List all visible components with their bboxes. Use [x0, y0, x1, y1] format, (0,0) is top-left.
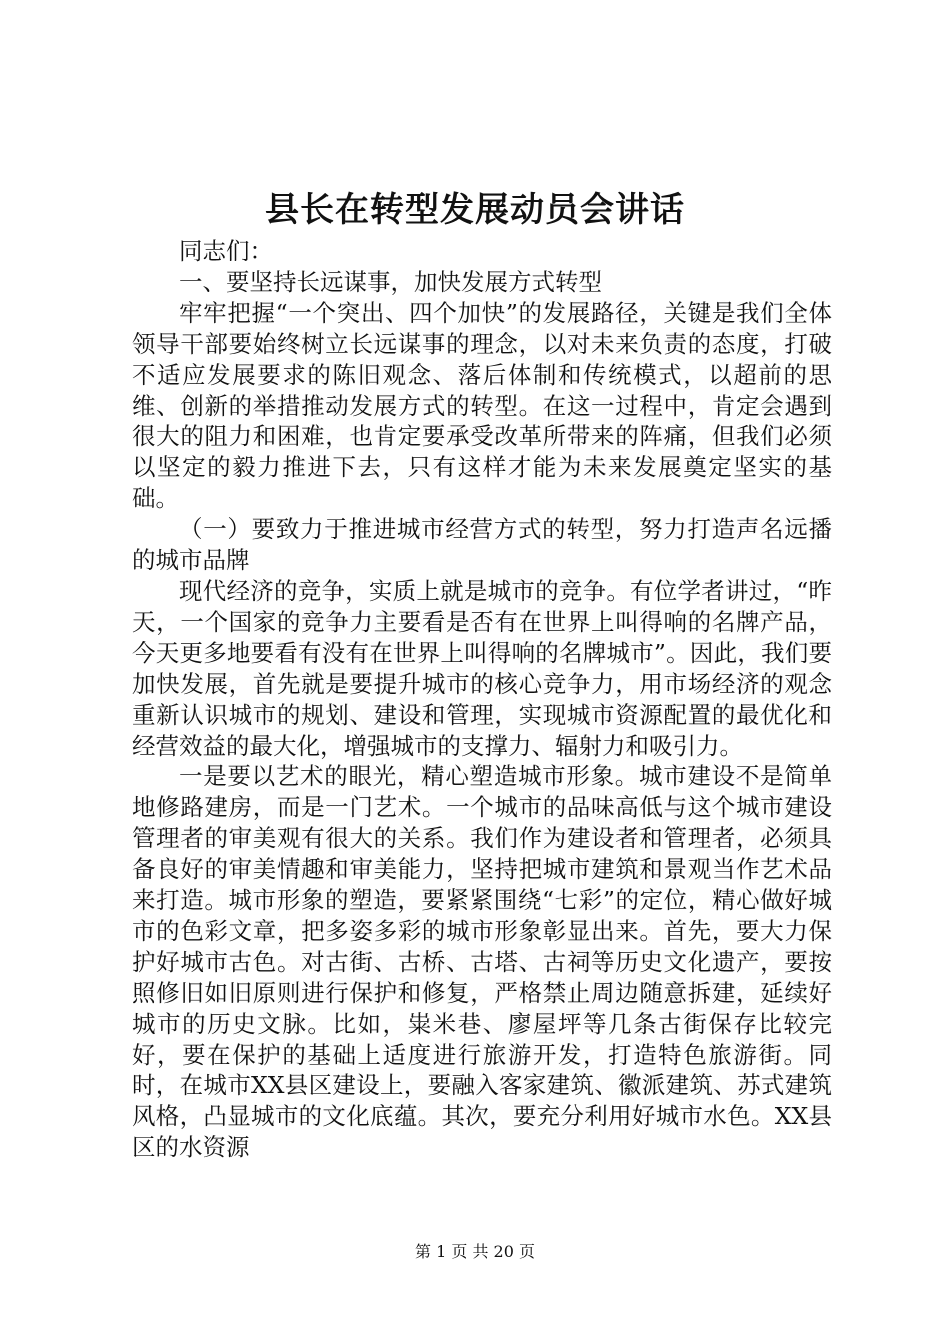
document-title: 县长在转型发展动员会讲话 — [265, 190, 685, 230]
document-body — [132, 236, 832, 1163]
subsection-heading-1: （一）要致力于推进城市经营方式的转型，努力打造声名远播的城市品牌 — [132, 515, 832, 575]
section-heading-1: 一、要坚持长远谋事，加快发展方式转型 — [179, 267, 602, 296]
body-paragraph: 现代经济的竞争，实质上就是城市的竞争。有位学者讲过，“昨天，一个国家的竞争力主要看是否有在世界上叫得响的名牌产品，今天更多地要看有没有在世界上叫得响的名牌城市”。因此，我们要加快发展，首先就是要提升城市的核心竞争力，用市场经济的观念重新认识城市的规划、建设和管理，实现城市资源配置的最优化和经营效益的最大化，增强城市的支撑力、辐射力和吸引力。 — [132, 576, 832, 760]
page-footer: 第 1 页 共 20 页 — [415, 1242, 535, 1261]
body-paragraph: 牢牢把握“一个突出、四个加快”的发展路径，关键是我们全体领导干部要始终树立长远谋事的理念，以对未来负责的态度，打破不适应发展要求的陈旧观念、落后体制和传统模式，以超前的思维、创新的举措推动发展方式的转型。在这一过程中，肯定会遇到很大的阻力和困难，也肯定要承受改革所带来的阵痛，但我们必须以坚定的毅力推进下去，只有这样才能为未来发展奠定坚实的基础。 — [132, 298, 832, 513]
salutation-paragraph: 同志们： — [179, 237, 273, 265]
body-paragraph: 一是要以艺术的眼光，精心塑造城市形象。城市建设不是简单地修路建房，而是一门艺术。一个城市的品味高低与这个城市建设管理者的审美观有很大的关系。我们作为建设者和管理者，必须具备良好的审美情趣和审美能力，坚持把城市建筑和景观当作艺术品来打造。城市形象的塑造，要紧紧围绕“七彩”的定位，精心做好城市的色彩文章，把多姿多彩的城市形象彰显出来。首先，要大力保护好城市古色。对古街、古桥、古塔、古祠等历史文化遗产，要按照修旧如旧原则进行保护和修复，严格禁止周边随意拆建，延续好城市的历史文脉。比如，粜米巷、廖屋坪等几条古街保存比较完好，要在保护的基础上适度进行旅游开发，打造特色旅游街。同时，在城市XX县区建设上，要融入客家建筑、徽派建筑、苏式建筑风格，凸显城市的文化底蕴。其次，要充分利用好城市水色。XX县区的水资源 — [132, 762, 832, 1162]
